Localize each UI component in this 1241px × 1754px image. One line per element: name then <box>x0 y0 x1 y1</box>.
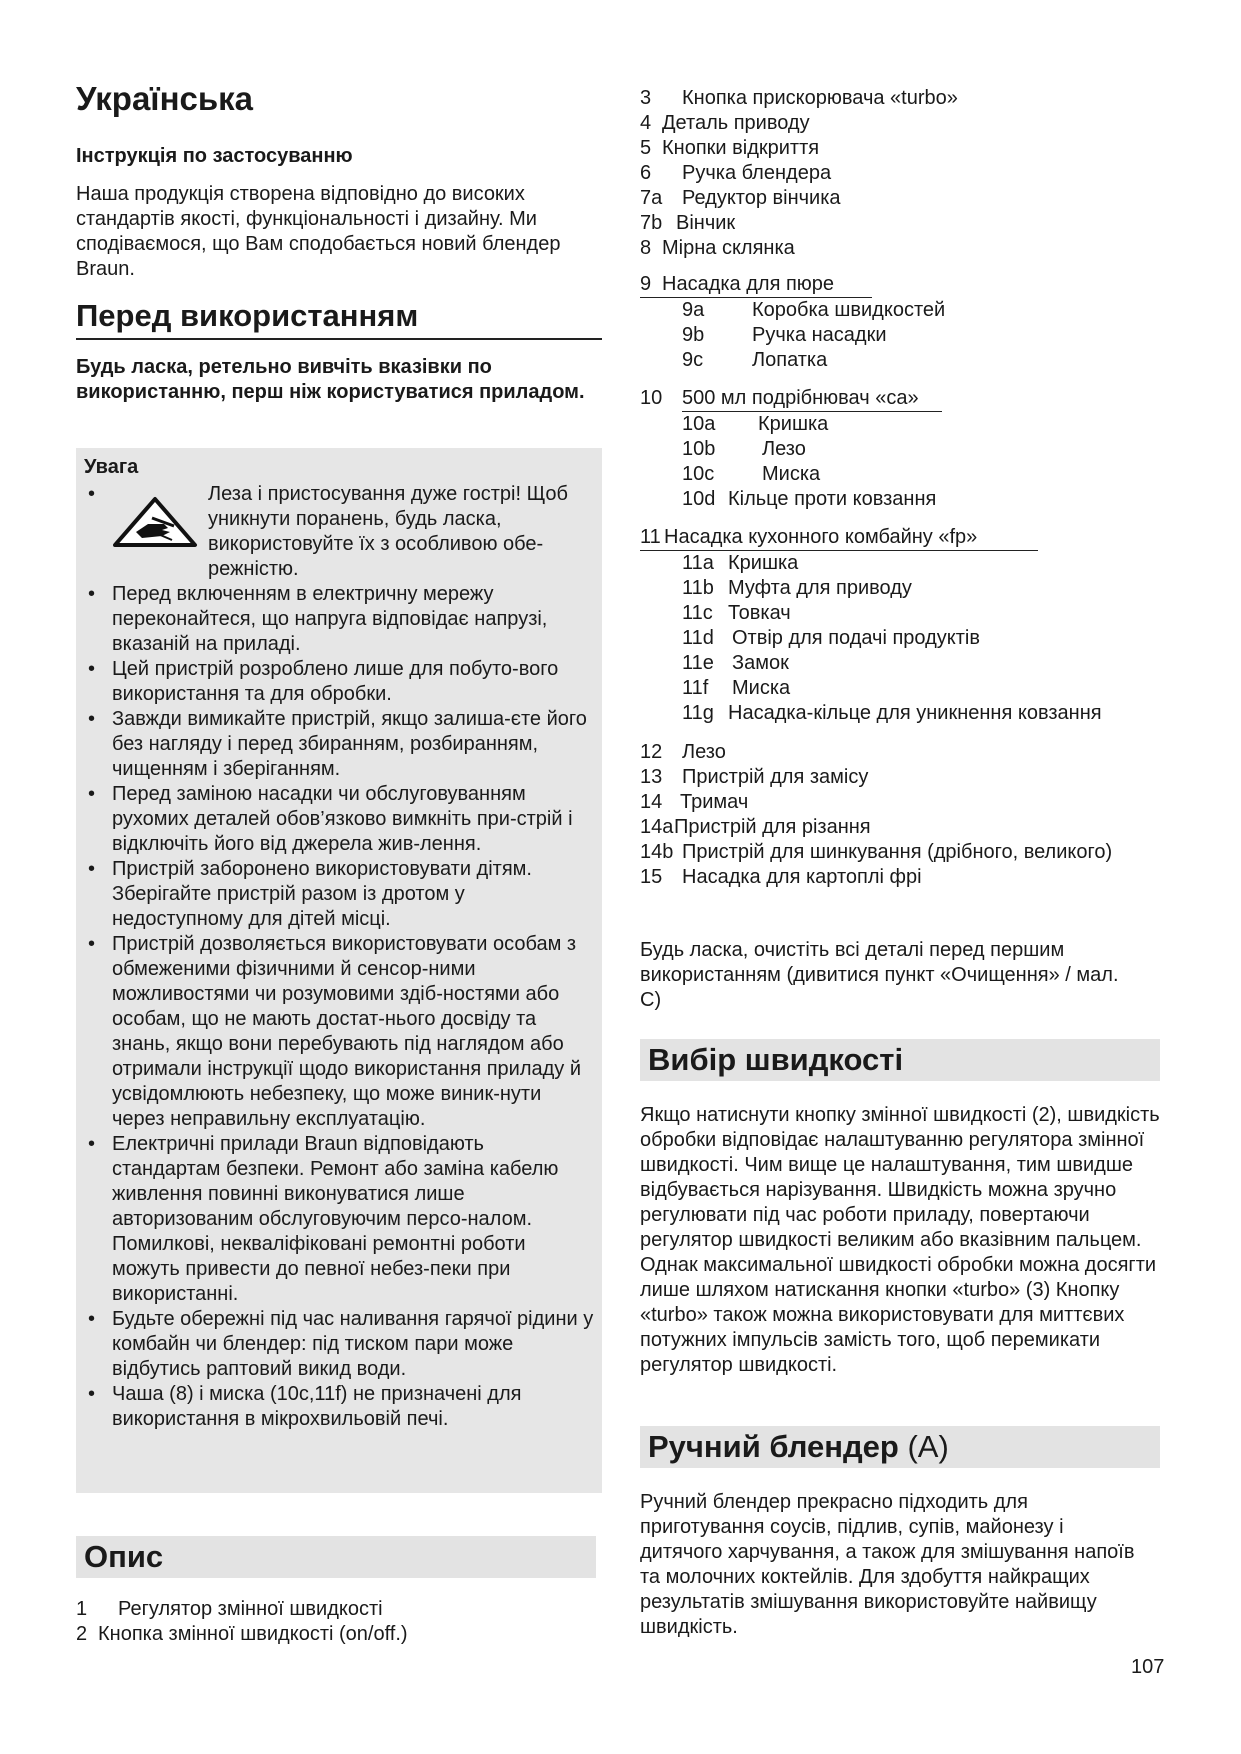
item-label: Миска <box>732 677 791 699</box>
list-item <box>640 651 1102 676</box>
item-number: 11g <box>682 702 714 724</box>
language-title: Українська <box>76 80 254 117</box>
parts-list <box>640 86 958 261</box>
item-number: 11c <box>682 602 713 624</box>
item-number: 8 <box>640 237 652 259</box>
item-label: Пристрій для шинкування (дрібного, великого) <box>682 841 1113 863</box>
list-item <box>640 525 1102 551</box>
list-item <box>640 386 942 412</box>
warning-item <box>76 707 602 782</box>
part-10-list <box>640 386 942 512</box>
bullet: • <box>88 483 96 505</box>
item-label: Пристрій для замісу <box>682 766 869 788</box>
warning-item <box>76 1132 602 1307</box>
warning-item-text: Чаша (8) і миска (10c,11f) не призначені для використання в мікрохвильовій печі. <box>112 1383 522 1430</box>
item-label: Насадка-кільце для уникнення ковзання <box>728 702 1102 724</box>
before-use-text: Будь ласка, ретельно вивчіть вказівки по використанню, перш ніж користуватися приладом. <box>76 356 585 403</box>
list-item <box>76 1597 408 1622</box>
item-label: Кнопки відкриття <box>662 137 820 159</box>
bullet: • <box>88 858 96 880</box>
list-item <box>640 701 1102 726</box>
warning-item <box>76 657 602 707</box>
warning-item-text: Леза і пристосування дуже гострі! Щоб уникнути поранень, будь ласка, використовуйте їх з особливою обе-режністю. <box>208 483 568 580</box>
bullet: • <box>88 933 96 955</box>
item-label: Отвір для подачі продуктів <box>732 627 980 649</box>
blender-text: Ручний блендер прекрасно підходить для приготування соусів, підлив, супів, майонезу і дитячого харчування, а також для змішування напоїв та молочних коктейлів. Для здобуття найкращих результатів змішування використовуйте найвищу швидкість. <box>640 1491 1135 1638</box>
item-label: Кнопка змінної швидкості (on/off.) <box>98 1623 408 1645</box>
item-number: 11d <box>682 627 714 649</box>
warning-item <box>76 857 602 932</box>
list-item <box>640 437 942 462</box>
list-item <box>640 412 942 437</box>
item-number: 11e <box>682 652 714 674</box>
bullet: • <box>88 1308 96 1330</box>
speed-heading: Вибір швидкості <box>640 1039 1160 1081</box>
item-label: Вінчик <box>676 212 736 234</box>
parts-more-list <box>640 740 1132 890</box>
part-9-head <box>640 272 872 298</box>
warning-item-text: Перед заміною насадки чи обслуговуванням рухомих деталей обов’язково вимкніть при-стрій і відключіть його від джерела жив-лення. <box>112 783 573 855</box>
list-item <box>640 136 958 161</box>
item-label: Миска <box>762 463 821 485</box>
item-number: 11 <box>640 526 661 548</box>
item-label: Редуктор вінчика <box>682 187 841 209</box>
item-number: 2 <box>76 1623 88 1645</box>
part-11-head <box>640 525 1038 551</box>
item-number: 10a <box>682 413 716 435</box>
warning-item-text: Завжди вимикайте пристрій, якщо залиша-єте його без нагляду і перед збиранням, розбиранням, чищенням і зберіганням. <box>112 708 587 780</box>
bullet: • <box>88 658 96 680</box>
list-item <box>640 86 958 111</box>
item-label: Коробка швидкостей <box>752 299 946 321</box>
list-item <box>640 298 945 323</box>
item-number: 6 <box>640 162 652 184</box>
item-label: Кільце проти ковзання <box>728 488 937 510</box>
part-11-list <box>640 525 1102 726</box>
item-number: 7a <box>640 187 663 209</box>
list-item <box>640 211 958 236</box>
item-label: Насадка для картоплі фрі <box>682 866 922 888</box>
list-item <box>640 815 1132 840</box>
item-label: Товкач <box>728 602 791 624</box>
item-label: Пристрій для різання <box>674 816 871 838</box>
item-label: Замок <box>732 652 789 674</box>
bullet: • <box>88 583 96 605</box>
item-number: 4 <box>640 112 652 134</box>
item-number: 12 <box>640 741 663 763</box>
bullet: • <box>88 708 96 730</box>
clean-note: Будь ласка, очистіть всі деталі перед першим використанням (дивитися пункт «Очищення» / мал. C) <box>640 939 1119 1011</box>
item-label: Насадка для пюре <box>662 273 835 295</box>
item-number: 11a <box>682 552 714 574</box>
list-item <box>640 161 958 186</box>
item-number: 13 <box>640 766 663 788</box>
item-number: 10d <box>682 488 716 510</box>
item-number: 10 <box>640 387 663 409</box>
item-label: Регулятор змінної швидкості <box>118 1598 383 1620</box>
before-use-heading: Перед використанням <box>76 298 602 340</box>
item-label: 500 мл подрібнювач «ca» <box>682 386 942 412</box>
list-item <box>640 865 1132 890</box>
list-item <box>640 323 945 348</box>
intro-paragraph: Наша продукція створена відповідно до високих стандартів якості, функціональності і дизайну. Ми сподіваємося, що Вам сподобається новий блендер Braun. <box>76 183 561 280</box>
item-number: 7b <box>640 212 663 234</box>
warning-item-text: Перед включенням в електричну мережу переконайтеся, що напруга відповідає напрузі, вказаній на приладі. <box>112 583 548 655</box>
item-label: Кришка <box>728 552 799 574</box>
list-item <box>640 111 958 136</box>
list-item <box>640 740 1132 765</box>
list-item <box>640 236 958 261</box>
list-item <box>640 765 1132 790</box>
blender-heading-text: Ручний блендер <box>648 1429 899 1464</box>
bullet: • <box>88 1383 96 1405</box>
item-number: 1 <box>76 1598 88 1620</box>
list-item <box>640 576 1102 601</box>
warning-item <box>76 482 602 582</box>
hand-blade-warning-icon <box>112 496 206 556</box>
bullet: • <box>88 783 96 805</box>
list-item <box>640 487 942 512</box>
speed-text: Якщо натиснути кнопку змінної швидкості (2), швидкість обробки відповідає налаштуванню регулятора змінної швидкості. Чим вище це налаштування, тим швидше відбувається нарізування. Швидкість можна зручно регулювати під час роботи приладу, повертаючи регулятор швидкості великим або вказівним пальцем. Однак максимальної швидкості обробки можна досягти лише шляхом натискання кнопки «turbo» (3) Кнопку «turbo» також можна використовувати для миттєвих потужних імпульсів замість того, щоб перемикати регулятор швидкості. <box>640 1104 1160 1376</box>
item-number: 15 <box>640 866 663 888</box>
warning-item <box>76 582 602 657</box>
item-number: 14 <box>640 791 663 813</box>
list-item <box>76 1622 408 1647</box>
item-label: Насадка кухонного комбайну «fp» <box>664 526 978 548</box>
list-item <box>640 840 1132 865</box>
item-label: Лезо <box>682 741 726 763</box>
item-label: Ручка насадки <box>752 324 887 346</box>
warning-list <box>76 482 602 1432</box>
item-number: 10b <box>682 438 716 460</box>
warning-title: Увага <box>84 456 139 478</box>
list-item <box>640 272 945 298</box>
warning-item <box>76 1382 602 1432</box>
item-label: Муфта для приводу <box>728 577 912 599</box>
item-number: 11f <box>682 677 709 699</box>
warning-item <box>76 782 602 857</box>
list-item <box>640 348 945 373</box>
item-number: 14a <box>640 816 674 838</box>
item-number: 3 <box>640 87 652 109</box>
warning-item-text: Пристрій дозволяється використовувати особам з обмеженими фізичними й сенсор-ними можливостями чи розумовими здіб-ностями або особам, що не мають достат-нього досвіду та знань, якщо вони перебувають під наглядом або отримали інструкції щодо використання приладу й усвідомлюють небезпеку, що може виник-нути через неправильну експлуатацію. <box>112 933 582 1130</box>
list-item <box>640 601 1102 626</box>
warning-item-text: Будьте обережні під час наливання гарячої рідини у комбайн чи блендер: під тиском пари може відбутись раптовий викид води. <box>112 1308 594 1380</box>
item-number: 11b <box>682 577 714 599</box>
warning-item <box>76 1307 602 1382</box>
warning-item-text: Пристрій заборонено використовувати дітям. Зберігайте пристрій разом із дротом у недоступному для дітей місці. <box>112 858 532 930</box>
instructions-title: Інструкція по застосуванню <box>76 145 353 167</box>
item-number: 9b <box>682 324 705 346</box>
item-number: 9a <box>682 299 705 321</box>
description-list <box>76 1597 408 1647</box>
list-item <box>640 186 958 211</box>
list-item <box>640 551 1102 576</box>
item-number: 5 <box>640 137 652 159</box>
list-item <box>640 626 1102 651</box>
warning-item-text: Електричні прилади Braun відповідають стандартам безпеки. Ремонт або заміна кабелю живлення повинні виконуватися лише авторизованим обслуговуючим персо-налом. Помилкові, некваліфіковані ремонтні роботи можуть привести до певної небез-пеки при використанні. <box>112 1133 559 1305</box>
item-number: 10c <box>682 463 715 485</box>
item-label: Ручка блендера <box>682 162 832 184</box>
item-number: 14b <box>640 841 674 863</box>
description-heading: Опис <box>76 1536 596 1578</box>
list-item <box>640 790 1132 815</box>
item-label: Тримач <box>680 791 749 813</box>
item-number: 9c <box>682 349 704 371</box>
page-number: 107 <box>1131 1656 1165 1678</box>
item-label: Деталь приводу <box>662 112 810 134</box>
warning-item-text: Цей пристрій розроблено лише для побуто-вого використання та для обробки. <box>112 658 559 705</box>
blender-heading <box>640 1426 1160 1468</box>
item-label: Мірна склянка <box>662 237 795 259</box>
warning-box <box>76 448 602 1493</box>
list-item <box>640 462 942 487</box>
item-number: 9 <box>640 273 652 295</box>
item-label: Кришка <box>758 413 829 435</box>
item-label: Лезо <box>762 438 806 460</box>
item-label: Кнопка прискорювача «turbo» <box>682 87 958 109</box>
part-9-list <box>640 272 945 373</box>
bullet: • <box>88 1133 96 1155</box>
warning-item <box>76 932 602 1132</box>
item-label: Лопатка <box>752 349 828 371</box>
blender-heading-suffix: (A) <box>907 1429 949 1464</box>
list-item <box>640 676 1102 701</box>
